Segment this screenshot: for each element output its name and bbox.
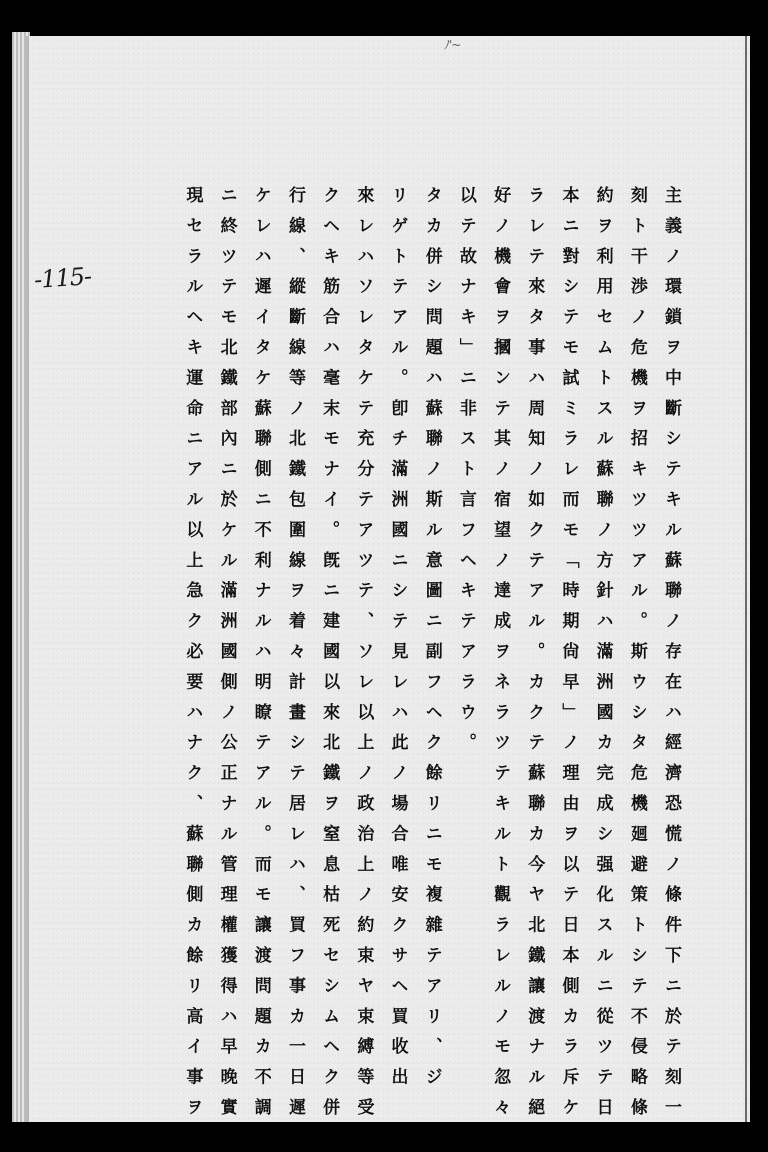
text-column: 本ニ對シテモ試ミラレ而モ「時期尙早」ノ理由ヲ以テ日本側カラ斥ケ xyxy=(558,186,579,1129)
text-column: 約ヲ利用セムトスル蘇聯ノ方針ハ滿洲國カ完成シ强化スルニ從ツテ日 xyxy=(592,186,613,1129)
text-column: 以テ故ナキ」ニ非スト言フヘキテアラウ。 xyxy=(455,186,476,764)
text-column: 行線、縱斷線等ノ北鐵包圍線ヲ着々計畫シテ居レハ、買フ事カ一日遲 xyxy=(284,186,305,1129)
document-page xyxy=(26,36,750,1129)
page-binding-line xyxy=(745,36,747,1122)
text-column: 好ノ機會ヲ摑ンテ其ノ宿望ノ達成ヲネラツテキルト觀ラレルノモ忽々 xyxy=(490,186,511,1129)
text-column: ニ終ツテモ北鐵部內ニ於ケル滿洲國側ノ公正ナル管理權獲得ハ早晚實 xyxy=(216,186,237,1129)
top-margin-mark: ﾉ'~ xyxy=(444,38,461,50)
text-column: 來レハソレタケテ充分テアツテ、ソレ以上ノ政治上ノ約束ヤ束縛等受 xyxy=(353,186,374,1129)
text-column: 主義ノ環鎖ヲ中斷シテキル蘇聯ノ存在ハ經濟恐慌ノ條件下ニ於テ刻一 xyxy=(661,186,681,1129)
text-column: タカ併シ問題ハ蘇聯ノ斯ル意圖ニ副フヘク餘リニモ複雜テアリ、ジ xyxy=(421,186,442,1098)
handwritten-page-number: -115- xyxy=(33,262,92,294)
text-column: 現セラルヘキ運命ニアル以上急ク必要ハナク、蘇聯側カ餘リ高イ事ヲ xyxy=(182,186,203,1129)
text-column: ラレテ來タ事ハ周知ノ如クテアル。カクテ蘇聯カ今ヤ北鐵讓渡ナル絕 xyxy=(524,186,545,1129)
vertical-text-block xyxy=(175,186,688,1129)
text-column: ケレハ遲イタケ蘇聯側ニ不利ナルハ明瞭テアル。而モ讓渡問題カ不調 xyxy=(250,186,271,1129)
text-column: クヘキ筋合ハ毫末モナイ。旣ニ建國以來北鐵ヲ窒息枯死セシムヘク併 xyxy=(319,186,340,1129)
text-column: 刻ト干渉ノ危機ヲ招キツツアル。斯ウシタ危機廻避策トシテ不侵略條 xyxy=(626,186,647,1129)
text-column: リゲトテアル。卽チ滿洲國ニシテ見レハ此ノ場合唯安クサヘ買收出 xyxy=(387,186,408,1098)
